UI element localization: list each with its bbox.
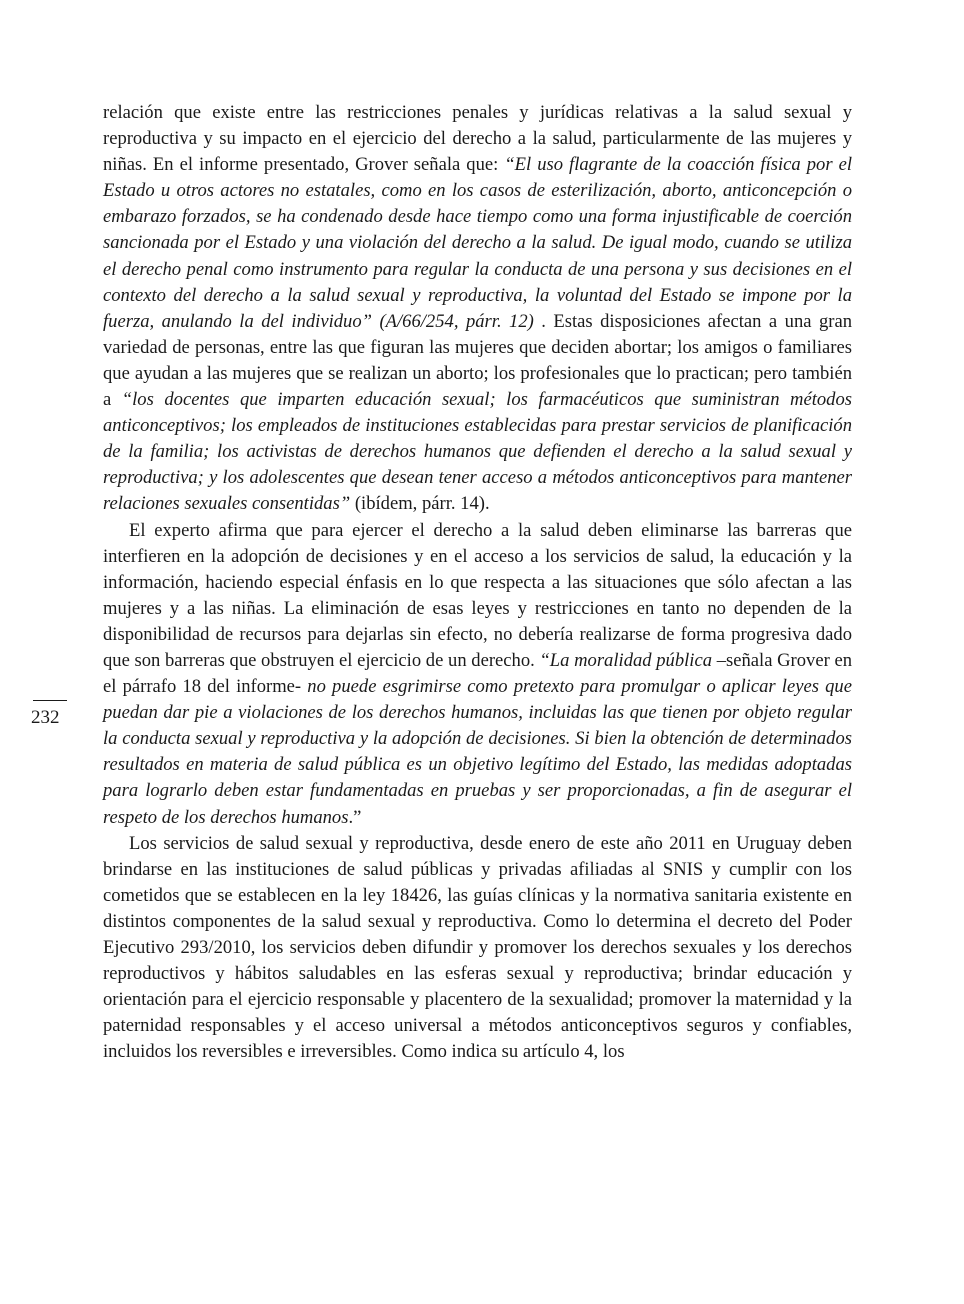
text-run: –señala Grover en el párrafo 18 del informe-	[103, 649, 852, 698]
quote-run: no puede esgrimirse como pretexto para promulgar o aplicar leyes que puedan dar pie a violaciones de los derechos humanos, incluidas las que tienen por objeto regular la conducta sexual y reproductiva y la adopción de decisiones. Si bien la obtención de determinados resultados en materia de salud pública es un objetivo legítimo del Estado, las medidas adoptadas para lograrlo deben estar fundamentadas en pruebas y ser proporcionadas, a fin de asegurar el respeto de los derechos humanos	[103, 676, 852, 828]
text-run: El experto afirma que para ejercer el derecho a la salud deben eliminarse las barreras que interfieren en la adopción de decisiones y en el acceso a los servicios de salud, la educación y la información, haciendo especial énfasis en lo que respecta a las situaciones que sólo afectan a las mujeres y a las niñas. La eliminación de esas leyes y restricciones en tanto no dependen de la disponibilidad de recursos para dejarlas sin efecto, no debería realizarse de forma progresiva dado que son barreras que obstruyen el ejercicio de un derecho.	[103, 519, 852, 671]
text-run: .”	[348, 806, 362, 828]
quote-run: “La moralidad pública	[539, 649, 713, 671]
quote-run: “los docentes que imparten educación sexual; los farmacéuticos que suministran métodos anticonceptivos; los empleados de instituciones establecidas para prestar servicios de planificación de la familia; los activistas de derechos humanos que defienden el derecho a la salud sexual y reproductiva; y los adolescentes que desean tener acceso a métodos anticonceptivos para mantener relaciones sexuales consentidas”	[103, 389, 852, 515]
page-number-rule	[33, 700, 67, 701]
paragraph-1	[103, 100, 852, 518]
quote-run: “El uso flagrante de la coacción física por el Estado u otros actores no estatales, como en los casos de esterilización, aborto, anticoncepción o embarazo forzados, se ha condenado desde hace tiempo como una forma injustificable de coerción sancionada por el Estado y una violación del derecho a la salud. De igual modo, cuando se utiliza el derecho penal como instrumento para regular la conducta de una persona y sus decisiones en el contexto del derecho a la salud sexual y reproductiva, la voluntad del Estado se impone por la fuerza, anulando la del individuo” (A/66/254, párr. 12)	[103, 154, 852, 332]
text-run: relación que existe entre las restricciones penales y jurídicas relativas a la salud sexual y reproductiva y su impacto en el ejercicio del derecho a la salud, particularmente de las mujeres y niñas. En el informe presentado, Grover señala que:	[103, 102, 852, 176]
text-run: Los servicios de salud sexual y reproductiva, desde enero de este año 2011 en Uruguay deben brindarse en las instituciones de salud públicas y privadas afiliadas al SNIS y cumplir con los cometidos que se establecen en la ley 18426, las guías clínicas y la normativa sanitaria existente en distintos componentes de la salud sexual y reproductiva. Como lo determina el decreto del Poder Ejecutivo 293/2010, los servicios deben difundir y promover los derechos sexuales y los derechos reproductivos y hábitos saludables en las esferas sexual y reproductiva; brindar educación y orientación para el ejercicio responsable y placentero de la sexualidad; promover la maternidad y la paternidad responsables y el acceso universal a métodos anticonceptivos seguros y confiables, incluidos los reversibles e irreversibles. Como indica su artículo 4, los	[103, 832, 852, 1063]
paragraph-3	[103, 831, 852, 1066]
text-run: . Estas disposiciones afectan a una gran variedad de personas, entre las que figuran las mujeres que deciden abortar; los amigos o familiares que ayudan a las mujeres que se realizan un aborto; los profesionales que lo practican; pero también a	[103, 310, 852, 411]
text-run: (ibídem, párr. 14).	[350, 493, 490, 515]
page-number: 232	[31, 707, 60, 728]
paragraph-2	[103, 518, 852, 831]
body-text	[103, 100, 852, 1065]
